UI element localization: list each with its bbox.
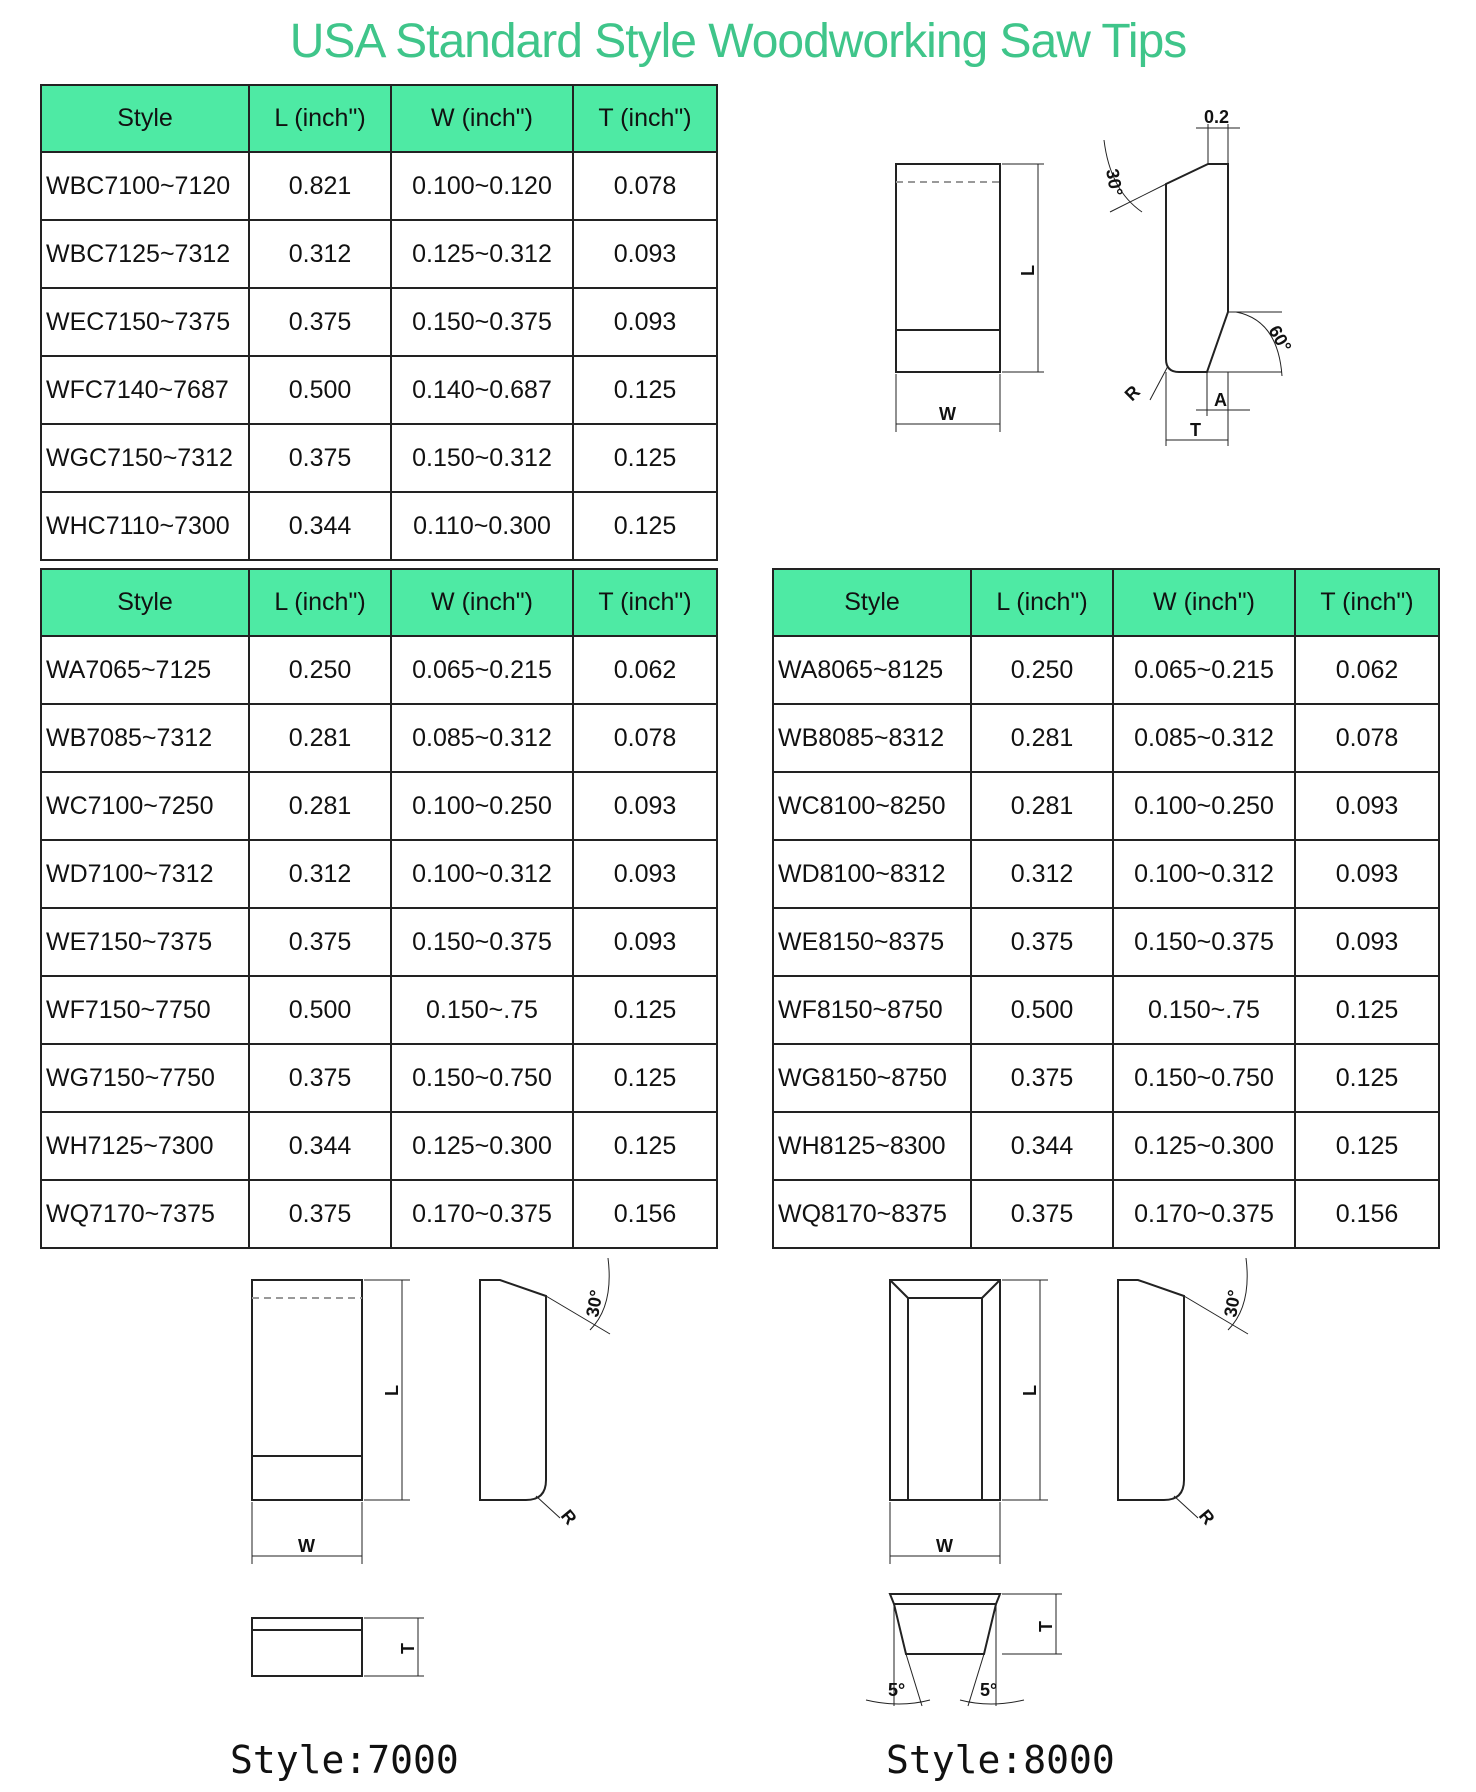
cell-w: 0.150~0.375	[1113, 908, 1295, 976]
cell-style: WQ7170~7375	[41, 1180, 249, 1248]
cell-w: 0.150~0.375	[391, 908, 573, 976]
cell-l: 0.500	[971, 976, 1113, 1044]
col-header-style: Style	[41, 569, 249, 636]
cell-w: 0.125~0.300	[1113, 1112, 1295, 1180]
cell-l: 0.281	[249, 772, 391, 840]
cell-t: 0.078	[573, 704, 717, 772]
s8000-w-label: W	[936, 1536, 953, 1556]
s8000-r-label: R	[1194, 1505, 1219, 1529]
top-tip-front-view	[896, 164, 1044, 432]
cell-style: WH8125~8300	[773, 1112, 971, 1180]
cell-style: WC7100~7250	[41, 772, 249, 840]
caption-style-7000: Style:7000	[230, 1738, 459, 1782]
cell-w: 0.125~0.300	[391, 1112, 573, 1180]
cell-style: WBC7125~7312	[41, 220, 249, 288]
page-title: USA Standard Style Woodworking Saw Tips	[289, 15, 1187, 68]
col-header-style: Style	[41, 85, 249, 152]
s8000-l-label: L	[1020, 1385, 1040, 1396]
s7000-r-label: R	[556, 1505, 581, 1529]
cell-t: 0.093	[573, 908, 717, 976]
s8000-angle-5-left-label: 5°	[888, 1680, 906, 1700]
cell-t: 0.125	[573, 1044, 717, 1112]
s8000-angle-30-label: 30°	[1220, 1288, 1245, 1319]
col-header-l: L (inch")	[971, 569, 1113, 636]
cell-l: 0.250	[971, 636, 1113, 704]
cell-l: 0.281	[971, 704, 1113, 772]
s7000-w-label: W	[298, 1536, 315, 1556]
cell-t: 0.093	[573, 288, 717, 356]
top-t-label: T	[1190, 420, 1201, 440]
cell-t: 0.125	[573, 356, 717, 424]
cell-t: 0.125	[573, 976, 717, 1044]
col-header-t: T (inch")	[573, 569, 717, 636]
cell-w: 0.140~0.687	[391, 356, 573, 424]
cell-w: 0.170~0.375	[391, 1180, 573, 1248]
cell-l: 0.312	[971, 840, 1113, 908]
cell-style: WE7150~7375	[41, 908, 249, 976]
col-header-w: W (inch")	[391, 85, 573, 152]
cell-w: 0.065~0.215	[391, 636, 573, 704]
cell-style: WH7125~7300	[41, 1112, 249, 1180]
cell-l: 0.281	[971, 772, 1113, 840]
cell-t: 0.093	[1295, 908, 1439, 976]
cell-w: 0.100~0.312	[391, 840, 573, 908]
cell-t: 0.062	[573, 636, 717, 704]
cell-style: WHC7110~7300	[41, 492, 249, 560]
cell-t: 0.093	[573, 220, 717, 288]
col-header-t: T (inch")	[573, 85, 717, 152]
s8000-angle-5-right-label: 5°	[980, 1680, 998, 1700]
s7000-t-label: T	[398, 1643, 418, 1654]
cell-w: 0.100~0.250	[1113, 772, 1295, 840]
cell-style: WB7085~7312	[41, 704, 249, 772]
cell-style: WA7065~7125	[41, 636, 249, 704]
cell-style: WA8065~8125	[773, 636, 971, 704]
s8000-t-label: T	[1036, 1621, 1056, 1632]
col-header-t: T (inch")	[1295, 569, 1439, 636]
cell-style: WC8100~8250	[773, 772, 971, 840]
col-header-style: Style	[773, 569, 971, 636]
col-header-l: L (inch")	[249, 85, 391, 152]
cell-l: 0.500	[249, 356, 391, 424]
cell-w: 0.125~0.312	[391, 220, 573, 288]
cell-style: WD8100~8312	[773, 840, 971, 908]
cell-t: 0.125	[1295, 1044, 1439, 1112]
cell-style: WF8150~8750	[773, 976, 971, 1044]
s7000-l-label: L	[382, 1385, 402, 1396]
cell-t: 0.093	[573, 840, 717, 908]
top-a-label: A	[1214, 390, 1227, 410]
cell-l: 0.821	[249, 152, 391, 220]
cell-t: 0.062	[1295, 636, 1439, 704]
cell-w: 0.100~0.312	[1113, 840, 1295, 908]
cell-w: 0.170~0.375	[1113, 1180, 1295, 1248]
cell-t: 0.078	[573, 152, 717, 220]
top-angle-30-label: 30°	[1102, 167, 1127, 198]
cell-l: 0.375	[249, 908, 391, 976]
cell-t: 0.093	[1295, 840, 1439, 908]
cell-t: 0.125	[1295, 976, 1439, 1044]
cell-w: 0.150~.75	[391, 976, 573, 1044]
cell-style: WB8085~8312	[773, 704, 971, 772]
cell-w: 0.150~0.312	[391, 424, 573, 492]
cell-style: WD7100~7312	[41, 840, 249, 908]
cell-t: 0.156	[1295, 1180, 1439, 1248]
style-7000-front-view	[252, 1280, 410, 1564]
cell-w: 0.085~0.312	[1113, 704, 1295, 772]
cell-t: 0.125	[573, 492, 717, 560]
cell-l: 0.250	[249, 636, 391, 704]
cell-style: WBC7100~7120	[41, 152, 249, 220]
cell-l: 0.375	[249, 288, 391, 356]
caption-style-8000: Style:8000	[886, 1738, 1115, 1782]
cell-t: 0.078	[1295, 704, 1439, 772]
cell-l: 0.500	[249, 976, 391, 1044]
cell-l: 0.312	[249, 840, 391, 908]
cell-style: WGC7150~7312	[41, 424, 249, 492]
cell-style: WEC7150~7375	[41, 288, 249, 356]
top-r-label: R	[1120, 381, 1145, 405]
cell-style: WG7150~7750	[41, 1044, 249, 1112]
cell-w: 0.150~0.750	[1113, 1044, 1295, 1112]
cell-w: 0.150~.75	[1113, 976, 1295, 1044]
cell-w: 0.100~0.250	[391, 772, 573, 840]
top-w-label: W	[939, 404, 956, 424]
cell-l: 0.375	[971, 1180, 1113, 1248]
cell-t: 0.125	[573, 424, 717, 492]
cell-style: WFC7140~7687	[41, 356, 249, 424]
cell-w: 0.085~0.312	[391, 704, 573, 772]
col-header-w: W (inch")	[391, 569, 573, 636]
cell-t: 0.093	[1295, 772, 1439, 840]
top-dim-0-2-label: 0.2	[1204, 107, 1230, 127]
cell-l: 0.375	[249, 1044, 391, 1112]
col-header-w: W (inch")	[1113, 569, 1295, 636]
cell-l: 0.281	[249, 704, 391, 772]
cell-l: 0.344	[971, 1112, 1113, 1180]
cell-l: 0.375	[249, 424, 391, 492]
cell-t: 0.156	[573, 1180, 717, 1248]
cell-l: 0.375	[971, 1044, 1113, 1112]
cell-w: 0.150~0.750	[391, 1044, 573, 1112]
top-angle-60-label: 60°	[1264, 322, 1296, 356]
cell-t: 0.125	[1295, 1112, 1439, 1180]
cell-l: 0.344	[249, 492, 391, 560]
cell-w: 0.065~0.215	[1113, 636, 1295, 704]
cell-style: WF7150~7750	[41, 976, 249, 1044]
cell-w: 0.100~0.120	[391, 152, 573, 220]
cell-style: WE8150~8375	[773, 908, 971, 976]
cell-t: 0.125	[573, 1112, 717, 1180]
cell-t: 0.093	[573, 772, 717, 840]
cell-l: 0.312	[249, 220, 391, 288]
style-8000-front-view	[890, 1280, 1048, 1564]
col-header-l: L (inch")	[249, 569, 391, 636]
cell-l: 0.375	[971, 908, 1113, 976]
cell-w: 0.110~0.300	[391, 492, 573, 560]
cell-l: 0.375	[249, 1180, 391, 1248]
cell-l: 0.344	[249, 1112, 391, 1180]
top-l-label: L	[1018, 265, 1038, 276]
cell-w: 0.150~0.375	[391, 288, 573, 356]
s7000-angle-30-label: 30°	[582, 1288, 607, 1319]
cell-style: WG8150~8750	[773, 1044, 971, 1112]
cell-style: WQ8170~8375	[773, 1180, 971, 1248]
